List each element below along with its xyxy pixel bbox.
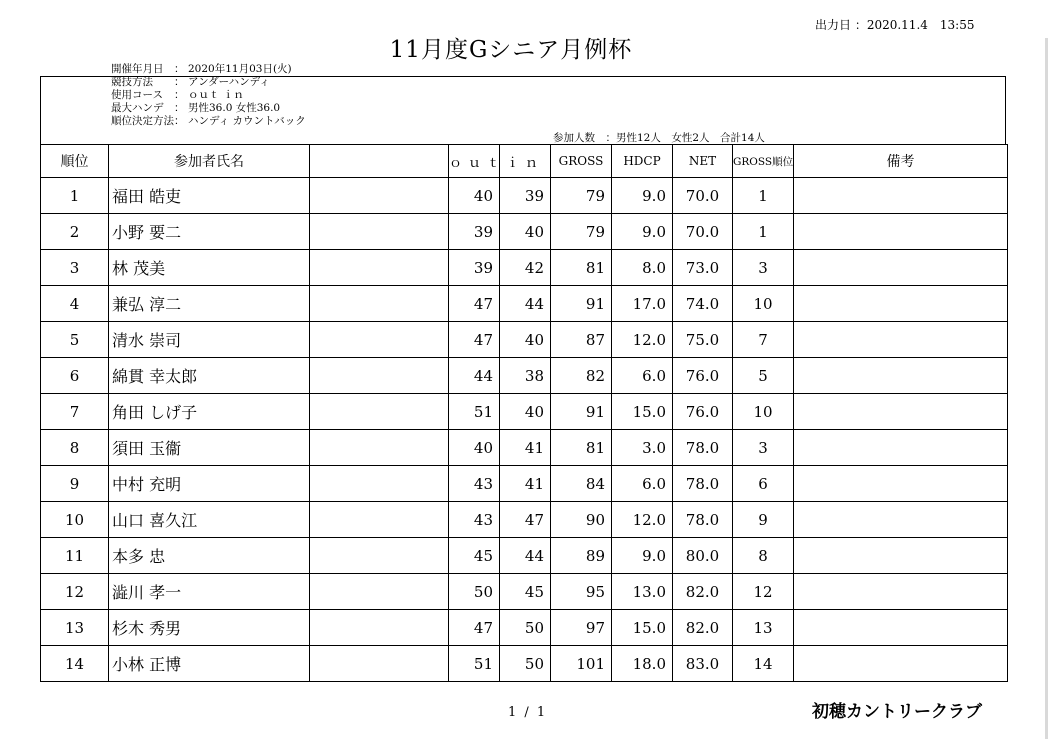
cell-in: 41 [500, 466, 551, 502]
header-net: NET [673, 145, 733, 178]
table-row [41, 610, 1008, 646]
cell-rank: 1 [41, 178, 109, 214]
cell-hdcp: 9.0 [612, 214, 673, 250]
cell-net: 83.0 [673, 646, 733, 682]
cell-name: 兼弘 淳二 [109, 286, 310, 322]
meta-label: 競技方法 [111, 76, 153, 88]
cell-gross-rank: 10 [733, 286, 794, 322]
cell-gross: 101 [551, 646, 612, 682]
cell-remarks [794, 646, 1008, 682]
cell-hdcp: 6.0 [612, 466, 673, 502]
cell-gross-rank: 14 [733, 646, 794, 682]
cell-remarks [794, 214, 1008, 250]
table-row [41, 358, 1008, 394]
cell-in: 42 [500, 250, 551, 286]
cell-blank [310, 178, 449, 214]
cell-in: 41 [500, 430, 551, 466]
header-hdcp: HDCP [612, 145, 673, 178]
cell-blank [310, 466, 449, 502]
header-gross-rank: GROSS順位 [733, 145, 794, 178]
cell-remarks [794, 322, 1008, 358]
cell-gross: 95 [551, 574, 612, 610]
table-row [41, 538, 1008, 574]
cell-rank: 8 [41, 430, 109, 466]
cell-remarks [794, 394, 1008, 430]
cell-gross-rank: 9 [733, 502, 794, 538]
cell-rank: 13 [41, 610, 109, 646]
cell-out: 43 [449, 502, 500, 538]
cell-hdcp: 12.0 [612, 502, 673, 538]
cell-gross-rank: 8 [733, 538, 794, 574]
cell-out: 40 [449, 178, 500, 214]
document-title: 11月度Gシニア月例杯 [389, 37, 633, 63]
table-row [41, 250, 1008, 286]
cell-gross: 81 [551, 250, 612, 286]
cell-rank: 2 [41, 214, 109, 250]
cell-out: 44 [449, 358, 500, 394]
cell-out: 50 [449, 574, 500, 610]
meta-separator: ： [174, 102, 185, 114]
cell-out: 51 [449, 394, 500, 430]
meta-separator: ： [174, 63, 185, 75]
cell-remarks [794, 466, 1008, 502]
cell-in: 50 [500, 646, 551, 682]
cell-gross: 87 [551, 322, 612, 358]
cell-remarks [794, 286, 1008, 322]
meta-label: 使用コース [111, 89, 163, 101]
table-row [41, 646, 1008, 682]
cell-gross: 91 [551, 286, 612, 322]
cell-out: 39 [449, 250, 500, 286]
results-table [40, 144, 1008, 682]
cell-net: 76.0 [673, 358, 733, 394]
cell-name: 小林 正博 [109, 646, 310, 682]
cell-name: 福田 皓吏 [109, 178, 310, 214]
cell-blank [310, 646, 449, 682]
cell-blank [310, 574, 449, 610]
cell-gross-rank: 3 [733, 250, 794, 286]
cell-in: 44 [500, 538, 551, 574]
cell-gross: 79 [551, 214, 612, 250]
cell-net: 70.0 [673, 214, 733, 250]
cell-gross: 84 [551, 466, 612, 502]
cell-gross-rank: 13 [733, 610, 794, 646]
cell-out: 47 [449, 610, 500, 646]
cell-hdcp: 18.0 [612, 646, 673, 682]
cell-net: 73.0 [673, 250, 733, 286]
cell-in: 40 [500, 214, 551, 250]
table-row [41, 178, 1008, 214]
cell-in: 40 [500, 322, 551, 358]
cell-blank [310, 358, 449, 394]
table-header-row [41, 145, 1008, 178]
cell-gross-rank: 1 [733, 178, 794, 214]
header-name: 参加者氏名 [109, 145, 310, 178]
cell-hdcp: 15.0 [612, 610, 673, 646]
cell-gross-rank: 7 [733, 322, 794, 358]
cell-gross: 90 [551, 502, 612, 538]
cell-net: 76.0 [673, 394, 733, 430]
cell-blank [310, 286, 449, 322]
cell-out: 43 [449, 466, 500, 502]
cell-name: 澁川 孝一 [109, 574, 310, 610]
cell-remarks [794, 430, 1008, 466]
cell-blank [310, 322, 449, 358]
cell-rank: 14 [41, 646, 109, 682]
cell-in: 44 [500, 286, 551, 322]
meta-label: 最大ハンデ [111, 102, 164, 114]
cell-blank [310, 610, 449, 646]
cell-blank [310, 394, 449, 430]
meta-row [111, 63, 306, 76]
cell-rank: 11 [41, 538, 109, 574]
cell-in: 40 [500, 394, 551, 430]
header-out: ｏｕｔ [449, 145, 500, 178]
cell-gross: 79 [551, 178, 612, 214]
cell-remarks [794, 574, 1008, 610]
meta-value: 男性36.0 女性36.0 [188, 102, 281, 114]
meta-value: 2020年11月03日(火) [188, 63, 292, 75]
cell-gross-rank: 3 [733, 430, 794, 466]
cell-rank: 6 [41, 358, 109, 394]
cell-rank: 3 [41, 250, 109, 286]
cell-hdcp: 9.0 [612, 538, 673, 574]
cell-name: 中村 充明 [109, 466, 310, 502]
cell-net: 80.0 [673, 538, 733, 574]
meta-value: アンダーハンディ [188, 76, 270, 88]
cell-rank: 5 [41, 322, 109, 358]
cell-name: 角田 しげ子 [109, 394, 310, 430]
cell-out: 47 [449, 286, 500, 322]
cell-blank [310, 250, 449, 286]
table-row [41, 394, 1008, 430]
cell-name: 清水 崇司 [109, 322, 310, 358]
header-gross: GROSS [551, 145, 612, 178]
cell-in: 39 [500, 178, 551, 214]
cell-remarks [794, 178, 1008, 214]
cell-net: 78.0 [673, 466, 733, 502]
page-number: 1 / 1 [508, 705, 548, 720]
cell-hdcp: 13.0 [612, 574, 673, 610]
header-rank: 順位 [41, 145, 109, 178]
cell-remarks [794, 538, 1008, 574]
cell-hdcp: 6.0 [612, 358, 673, 394]
cell-hdcp: 8.0 [612, 250, 673, 286]
header-blank [310, 145, 449, 178]
cell-name: 本多 忠 [109, 538, 310, 574]
meta-separator: ： [174, 115, 185, 127]
cell-remarks [794, 610, 1008, 646]
meta-separator: ： [174, 89, 185, 101]
cell-in: 47 [500, 502, 551, 538]
cell-net: 78.0 [673, 502, 733, 538]
cell-gross-rank: 10 [733, 394, 794, 430]
cell-blank [310, 538, 449, 574]
cell-rank: 7 [41, 394, 109, 430]
cell-out: 39 [449, 214, 500, 250]
cell-gross: 82 [551, 358, 612, 394]
cell-name: 林 茂美 [109, 250, 310, 286]
cell-out: 47 [449, 322, 500, 358]
cell-gross: 91 [551, 394, 612, 430]
cell-remarks [794, 250, 1008, 286]
header-in: ｉｎ [500, 145, 551, 178]
cell-remarks [794, 502, 1008, 538]
cell-name: 小野 要二 [109, 214, 310, 250]
cell-gross-rank: 1 [733, 214, 794, 250]
cell-rank: 4 [41, 286, 109, 322]
table-row [41, 286, 1008, 322]
participants-count: 参加人数 ：男性12人 女性2人 合計14人 [553, 132, 765, 144]
club-name: 初穂カントリークラブ [812, 702, 982, 722]
meta-value: ハンディ カウントバック [188, 115, 306, 127]
meta-separator: ： [174, 76, 185, 88]
cell-name: 山口 喜久江 [109, 502, 310, 538]
cell-out: 45 [449, 538, 500, 574]
cell-net: 70.0 [673, 178, 733, 214]
cell-rank: 10 [41, 502, 109, 538]
cell-hdcp: 9.0 [612, 178, 673, 214]
table-row [41, 502, 1008, 538]
cell-hdcp: 12.0 [612, 322, 673, 358]
cell-hdcp: 15.0 [612, 394, 673, 430]
cell-in: 50 [500, 610, 551, 646]
cell-net: 74.0 [673, 286, 733, 322]
cell-in: 45 [500, 574, 551, 610]
cell-name: 須田 玉衞 [109, 430, 310, 466]
table-row [41, 322, 1008, 358]
page-edge-bar [1045, 38, 1048, 739]
cell-out: 51 [449, 646, 500, 682]
cell-gross: 97 [551, 610, 612, 646]
cell-rank: 12 [41, 574, 109, 610]
table-row [41, 430, 1008, 466]
table-row [41, 214, 1008, 250]
cell-net: 75.0 [673, 322, 733, 358]
cell-blank [310, 430, 449, 466]
cell-net: 82.0 [673, 574, 733, 610]
cell-name: 杉木 秀男 [109, 610, 310, 646]
cell-net: 82.0 [673, 610, 733, 646]
cell-hdcp: 3.0 [612, 430, 673, 466]
cell-net: 78.0 [673, 430, 733, 466]
header-remarks: 備考 [794, 145, 1008, 178]
meta-value: ｏｕｔ ｉｎ [188, 89, 244, 101]
cell-gross-rank: 5 [733, 358, 794, 394]
meta-label: 開催年月日 [111, 63, 164, 75]
cell-blank [310, 214, 449, 250]
table-row [41, 574, 1008, 610]
cell-blank [310, 502, 449, 538]
cell-in: 38 [500, 358, 551, 394]
cell-gross: 81 [551, 430, 612, 466]
cell-name: 綿貫 幸太郎 [109, 358, 310, 394]
output-date: 出力日 ：2020.11.4 13:55 [815, 18, 975, 32]
header-box [40, 76, 1006, 144]
cell-remarks [794, 358, 1008, 394]
cell-out: 40 [449, 430, 500, 466]
cell-gross: 89 [551, 538, 612, 574]
table-row [41, 466, 1008, 502]
cell-gross-rank: 12 [733, 574, 794, 610]
cell-rank: 9 [41, 466, 109, 502]
cell-gross-rank: 6 [733, 466, 794, 502]
meta-label: 順位決定方法 [111, 115, 174, 127]
cell-hdcp: 17.0 [612, 286, 673, 322]
